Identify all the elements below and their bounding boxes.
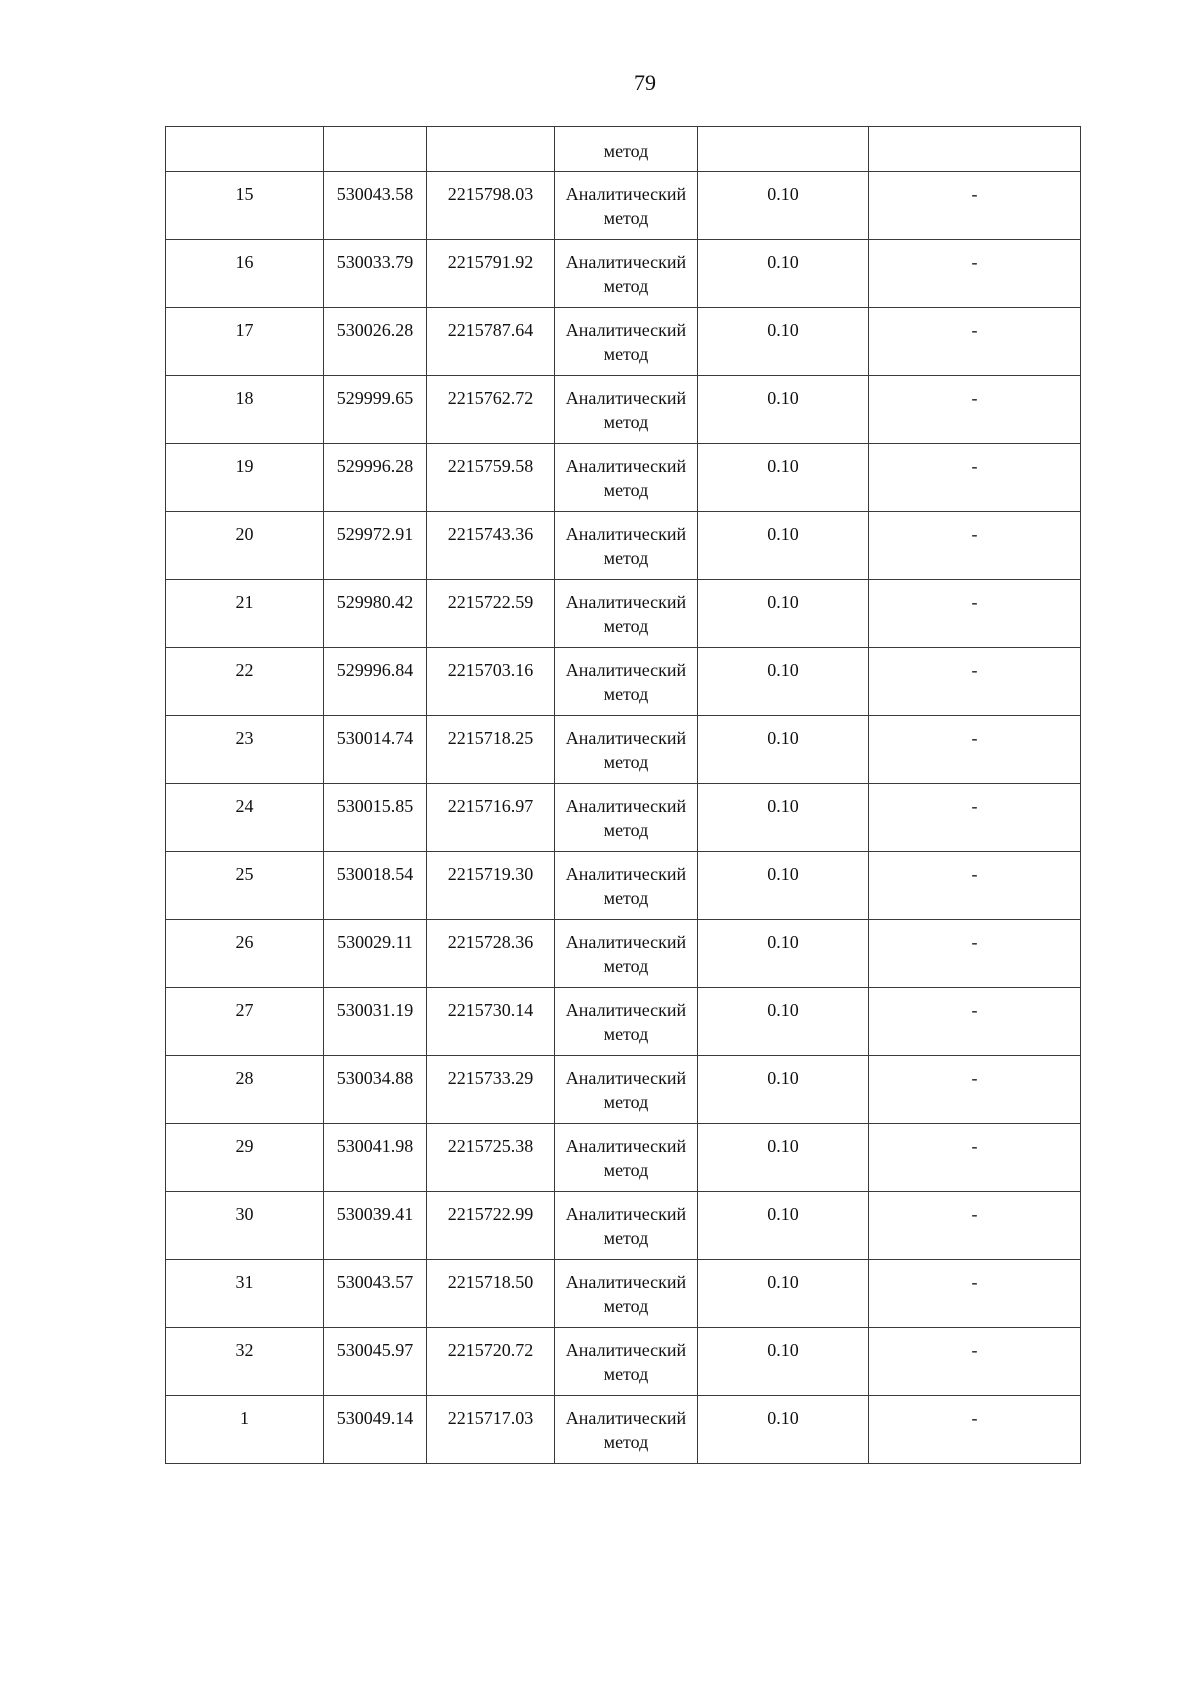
cell-note: -: [869, 852, 1081, 920]
table-row: [166, 716, 1081, 784]
cell-method: [555, 1396, 698, 1464]
cell-x: 530049.14: [324, 1396, 427, 1464]
method-line-2: метод: [603, 412, 649, 432]
cell-y: 2215730.14: [427, 988, 555, 1056]
cell-y: 2215759.58: [427, 444, 555, 512]
cell-accuracy: 0.10: [698, 1328, 869, 1396]
cell-accuracy: 0.10: [698, 308, 869, 376]
page-number: 79: [634, 70, 656, 95]
method-line-1: Аналитический: [565, 592, 687, 612]
cell-x: 530043.57: [324, 1260, 427, 1328]
cell-x: 530029.11: [324, 920, 427, 988]
table-row: [166, 580, 1081, 648]
cell-y: 2215787.64: [427, 308, 555, 376]
method-line-2: метод: [603, 1092, 649, 1112]
cell-point: 32: [166, 1328, 324, 1396]
cell-accuracy: 0.10: [698, 580, 869, 648]
cell-note: -: [869, 1260, 1081, 1328]
cell-point: 25: [166, 852, 324, 920]
cell-accuracy: 0.10: [698, 240, 869, 308]
cell-note: -: [869, 240, 1081, 308]
cell-y: 2215791.92: [427, 240, 555, 308]
cell-x: 529999.65: [324, 376, 427, 444]
cell-method: [555, 308, 698, 376]
cell-y: 2215762.72: [427, 376, 555, 444]
method-line-2: метод: [603, 480, 649, 500]
cell-accuracy: 0.10: [698, 1056, 869, 1124]
cell-y: 2215719.30: [427, 852, 555, 920]
cell-point: 18: [166, 376, 324, 444]
cell-x: 529996.28: [324, 444, 427, 512]
cell-x: 530018.54: [324, 852, 427, 920]
table-row: [166, 920, 1081, 988]
cell-method: [555, 580, 698, 648]
cell-accuracy: 0.10: [698, 852, 869, 920]
cell-point: 24: [166, 784, 324, 852]
method-line-2: метод: [603, 956, 649, 976]
table-row: [166, 852, 1081, 920]
cell-method: метод: [555, 127, 698, 172]
cell-note: -: [869, 1124, 1081, 1192]
cell-accuracy: 0.10: [698, 444, 869, 512]
cell-x: 530015.85: [324, 784, 427, 852]
method-line-1: Аналитический: [565, 864, 687, 884]
table-row: [166, 1396, 1081, 1464]
cell-method: [555, 172, 698, 240]
cell-y: 2215718.25: [427, 716, 555, 784]
cell-method: [555, 1328, 698, 1396]
table-row: [166, 172, 1081, 240]
method-line-1: Аналитический: [565, 796, 687, 816]
cell-accuracy: [698, 127, 869, 172]
cell-method: [555, 240, 698, 308]
method-line-1: Аналитический: [565, 1408, 687, 1428]
method-line-2: метод: [603, 752, 649, 772]
method-line-1: Аналитический: [565, 184, 687, 204]
cell-note: -: [869, 172, 1081, 240]
cell-note: -: [869, 1192, 1081, 1260]
cell-point: 29: [166, 1124, 324, 1192]
cell-note: -: [869, 376, 1081, 444]
table-row: [166, 1124, 1081, 1192]
cell-y: [427, 127, 555, 172]
cell-accuracy: 0.10: [698, 1260, 869, 1328]
method-line-2: метод: [603, 820, 649, 840]
cell-point: 23: [166, 716, 324, 784]
method-line-1: Аналитический: [565, 728, 687, 748]
cell-note: -: [869, 1396, 1081, 1464]
method-line-2: метод: [603, 684, 649, 704]
cell-point: 21: [166, 580, 324, 648]
method-line-1: Аналитический: [565, 456, 687, 476]
cell-accuracy: 0.10: [698, 512, 869, 580]
table-row: [166, 376, 1081, 444]
cell-y: 2215725.38: [427, 1124, 555, 1192]
cell-x: 530039.41: [324, 1192, 427, 1260]
table-row: [166, 648, 1081, 716]
cell-note: [869, 127, 1081, 172]
method-line-1: Аналитический: [565, 1272, 687, 1292]
method-line-1: Аналитический: [565, 1136, 687, 1156]
cell-y: 2215733.29: [427, 1056, 555, 1124]
cell-accuracy: 0.10: [698, 648, 869, 716]
table-row: [166, 1260, 1081, 1328]
method-line-1: Аналитический: [565, 1000, 687, 1020]
method-line-2: метод: [603, 208, 649, 228]
cell-accuracy: 0.10: [698, 172, 869, 240]
cell-x: 530034.88: [324, 1056, 427, 1124]
cell-accuracy: 0.10: [698, 376, 869, 444]
method-line-2: метод: [603, 1024, 649, 1044]
cell-x: 530014.74: [324, 716, 427, 784]
method-line-1: Аналитический: [565, 320, 687, 340]
cell-note: -: [869, 920, 1081, 988]
cell-accuracy: 0.10: [698, 784, 869, 852]
cell-x: 530031.19: [324, 988, 427, 1056]
cell-point: 1: [166, 1396, 324, 1464]
cell-accuracy: 0.10: [698, 920, 869, 988]
table-row: [166, 1192, 1081, 1260]
table-body: [166, 127, 1081, 1464]
table-row: [166, 1056, 1081, 1124]
method-line-1: Аналитический: [565, 388, 687, 408]
cell-method: [555, 1260, 698, 1328]
cell-y: 2215722.59: [427, 580, 555, 648]
table-row-continuation: [166, 127, 1081, 172]
cell-point: 28: [166, 1056, 324, 1124]
table-row: [166, 988, 1081, 1056]
method-line-2: метод: [603, 1296, 649, 1316]
cell-y: 2215718.50: [427, 1260, 555, 1328]
table-row: [166, 784, 1081, 852]
cell-note: -: [869, 1328, 1081, 1396]
cell-accuracy: 0.10: [698, 1192, 869, 1260]
method-line-2: метод: [603, 276, 649, 296]
cell-note: -: [869, 512, 1081, 580]
cell-accuracy: 0.10: [698, 1396, 869, 1464]
cell-method: [555, 852, 698, 920]
method-line-2: метод: [603, 548, 649, 568]
cell-y: 2215728.36: [427, 920, 555, 988]
method-line-2: метод: [603, 1228, 649, 1248]
cell-note: -: [869, 784, 1081, 852]
cell-point: 26: [166, 920, 324, 988]
cell-x: 529980.42: [324, 580, 427, 648]
cell-y: 2215798.03: [427, 172, 555, 240]
cell-x: [324, 127, 427, 172]
cell-method: [555, 988, 698, 1056]
cell-x: 530026.28: [324, 308, 427, 376]
table-row: [166, 1328, 1081, 1396]
method-line-2: метод: [603, 1432, 649, 1452]
cell-method: [555, 444, 698, 512]
method-line-1: Аналитический: [565, 660, 687, 680]
cell-accuracy: 0.10: [698, 1124, 869, 1192]
method-line-1: Аналитический: [565, 932, 687, 952]
cell-method: [555, 784, 698, 852]
cell-point: 16: [166, 240, 324, 308]
cell-x: 529972.91: [324, 512, 427, 580]
cell-y: 2215703.16: [427, 648, 555, 716]
table-row: [166, 308, 1081, 376]
cell-note: -: [869, 716, 1081, 784]
table-row: [166, 444, 1081, 512]
method-line-2: метод: [603, 616, 649, 636]
cell-x: 530041.98: [324, 1124, 427, 1192]
cell-note: -: [869, 444, 1081, 512]
cell-method: [555, 376, 698, 444]
cell-method: [555, 648, 698, 716]
cell-point: 20: [166, 512, 324, 580]
cell-note: -: [869, 648, 1081, 716]
cell-x: 530045.97: [324, 1328, 427, 1396]
cell-point: 30: [166, 1192, 324, 1260]
table-row: [166, 512, 1081, 580]
cell-point: 22: [166, 648, 324, 716]
cell-method: [555, 716, 698, 784]
cell-method: [555, 920, 698, 988]
table-row: [166, 240, 1081, 308]
cell-point: 17: [166, 308, 324, 376]
coordinates-table: [165, 126, 1081, 1464]
cell-note: -: [869, 988, 1081, 1056]
cell-y: 2215717.03: [427, 1396, 555, 1464]
cell-accuracy: 0.10: [698, 716, 869, 784]
method-line-1: Аналитический: [565, 1204, 687, 1224]
cell-point: 19: [166, 444, 324, 512]
method-line-2: метод: [603, 888, 649, 908]
cell-accuracy: 0.10: [698, 988, 869, 1056]
cell-method: [555, 1056, 698, 1124]
cell-x: 530043.58: [324, 172, 427, 240]
cell-note: -: [869, 1056, 1081, 1124]
method-line-1: Аналитический: [565, 1340, 687, 1360]
method-line-2: метод: [603, 344, 649, 364]
cell-x: 530033.79: [324, 240, 427, 308]
method-line-1: Аналитический: [565, 1068, 687, 1088]
cell-note: -: [869, 580, 1081, 648]
cell-y: 2215720.72: [427, 1328, 555, 1396]
method-line-1: Аналитический: [565, 524, 687, 544]
method-line-2: метод: [603, 1364, 649, 1384]
cell-note: -: [869, 308, 1081, 376]
cell-method: [555, 512, 698, 580]
cell-y: 2215716.97: [427, 784, 555, 852]
cell-y: 2215722.99: [427, 1192, 555, 1260]
cell-point: 31: [166, 1260, 324, 1328]
method-line-2: метод: [603, 1160, 649, 1180]
cell-method: [555, 1192, 698, 1260]
cell-y: 2215743.36: [427, 512, 555, 580]
cell-x: 529996.84: [324, 648, 427, 716]
cell-method: [555, 1124, 698, 1192]
method-line-1: Аналитический: [565, 252, 687, 272]
cell-point: 27: [166, 988, 324, 1056]
cell-point: 15: [166, 172, 324, 240]
cell-point: [166, 127, 324, 172]
